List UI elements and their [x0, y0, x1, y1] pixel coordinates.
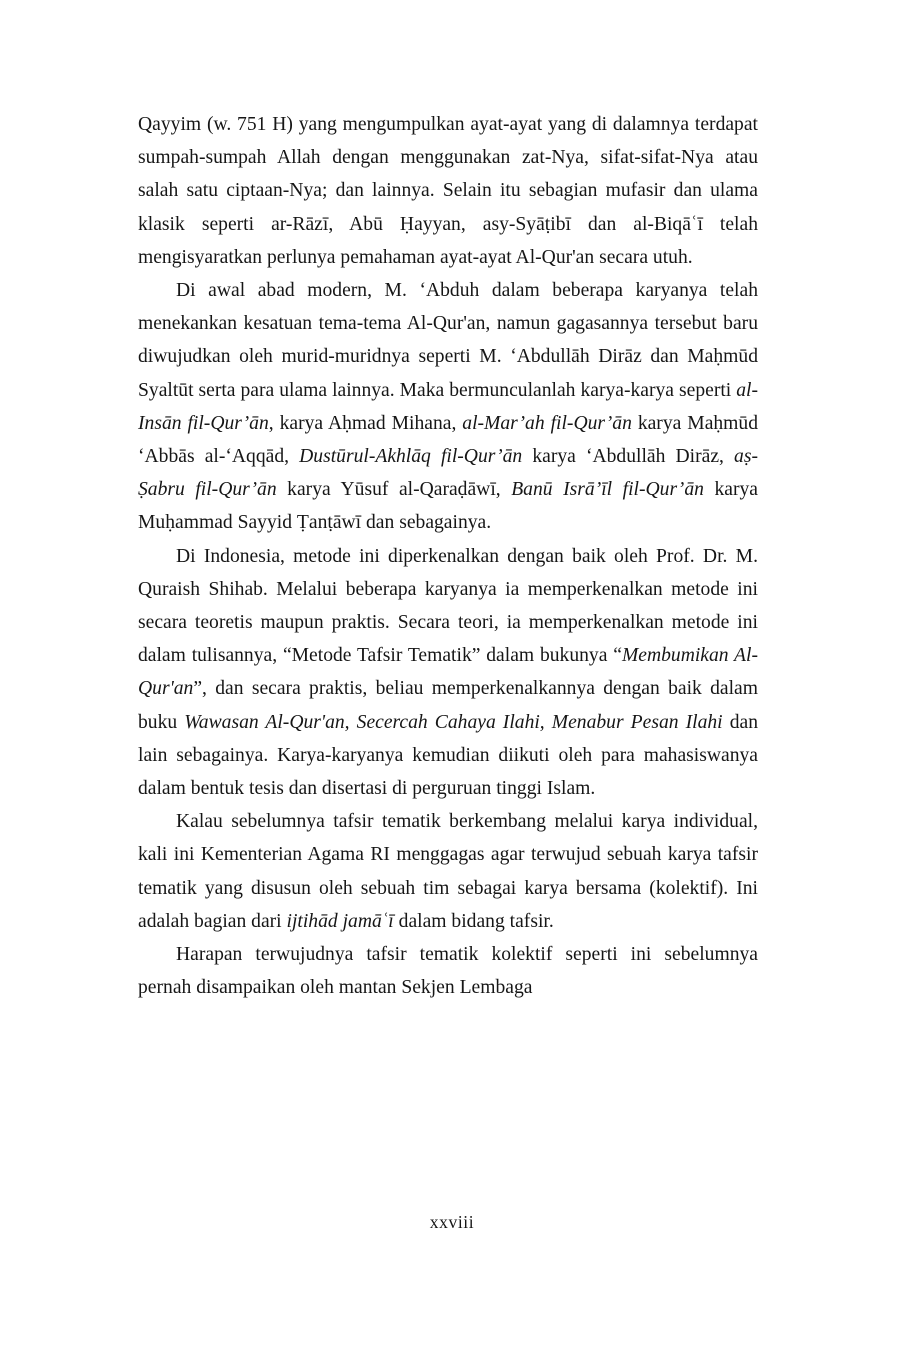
paragraph-4: Kalau sebelumnya tafsir tematik berkembang melalui karya individual, kali ini Kementerian Agama RI menggagas agar terwujud sebuah karya tafsir tematik yang disusun oleh sebuah tim sebagai karya bersama (kolektif). Ini adalah bagian dari ijtihād jamāʿī dalam bidang tafsir. [138, 811, 758, 932]
paragraph-5: Harapan terwujudnya tafsir tematik kolektif seperti ini sebelumnya pernah disampaikan oleh mantan Sekjen Lembaga [138, 944, 758, 999]
body-text-block [138, 108, 758, 1004]
page-number: xxviii [429, 1212, 475, 1232]
paragraph-3: Di Indonesia, metode ini diperkenalkan dengan baik oleh Prof. Dr. M. Quraish Shihab. Melalui beberapa karyanya ia memperkenalkan metode ini secara teoretis maupun praktis. Secara teori, ia memperkenalkan metode ini dalam tulisannya, “Metode Tafsir Tematik” dalam bukunya “Membumikan Al-Qur'an”, dan secara praktis, beliau memperkenalkannya dengan baik dalam buku Wawasan Al-Qur'an, Secercah Cahaya Ilahi, Menabur Pesan Ilahi dan lain sebagainya. Karya-karyanya kemudian diikuti oleh para mahasiswanya dalam bentuk tesis dan disertasi di perguruan tinggi Islam. [138, 545, 758, 800]
paragraph-2: Di awal abad modern, M. ʻAbduh dalam beberapa karyanya telah menekankan kesatuan tema-tema Al-Qur'an, namun gagasannya tersebut baru diwujudkan oleh murid-muridnya seperti M. ʻAbdullāh Dirāz dan Maḥmūd Syaltūt serta para ulama lainnya. Maka bermunculanlah karya-karya seperti al-Insān fil-Qur’ān, karya Aḥmad Mihana, al-Mar’ah fil-Qur’ān karya Maḥmūd ʻAbbās al-ʻAqqād, Dustūrul-Akhlāq fil-Qur’ān karya ʻAbdullāh Dirāz, aṣ-Ṣabru fil-Qur’ān karya Yūsuf al-Qaraḍāwī, Banū Isrā’īl fil-Qur’ān karya Muḥammad Sayyid Ṭanṭāwī dan sebagainya. [138, 280, 759, 534]
paragraph-1: Qayyim (w. 751 H) yang mengumpulkan ayat-ayat yang di dalamnya terdapat sumpah-sumpah Allah dengan menggunakan zat-Nya, sifat-sifat-Nya atau salah satu ciptaan-Nya; dan lainnya. Selain itu sebagian mufasir dan ulama klasik seperti ar-Rāzī, Abū Ḥayyan, asy-Syāṭibī dan al-Biqāʿī telah mengisyaratkan perlunya pemahaman ayat-ayat Al-Qur'an secara utuh. [138, 114, 758, 268]
